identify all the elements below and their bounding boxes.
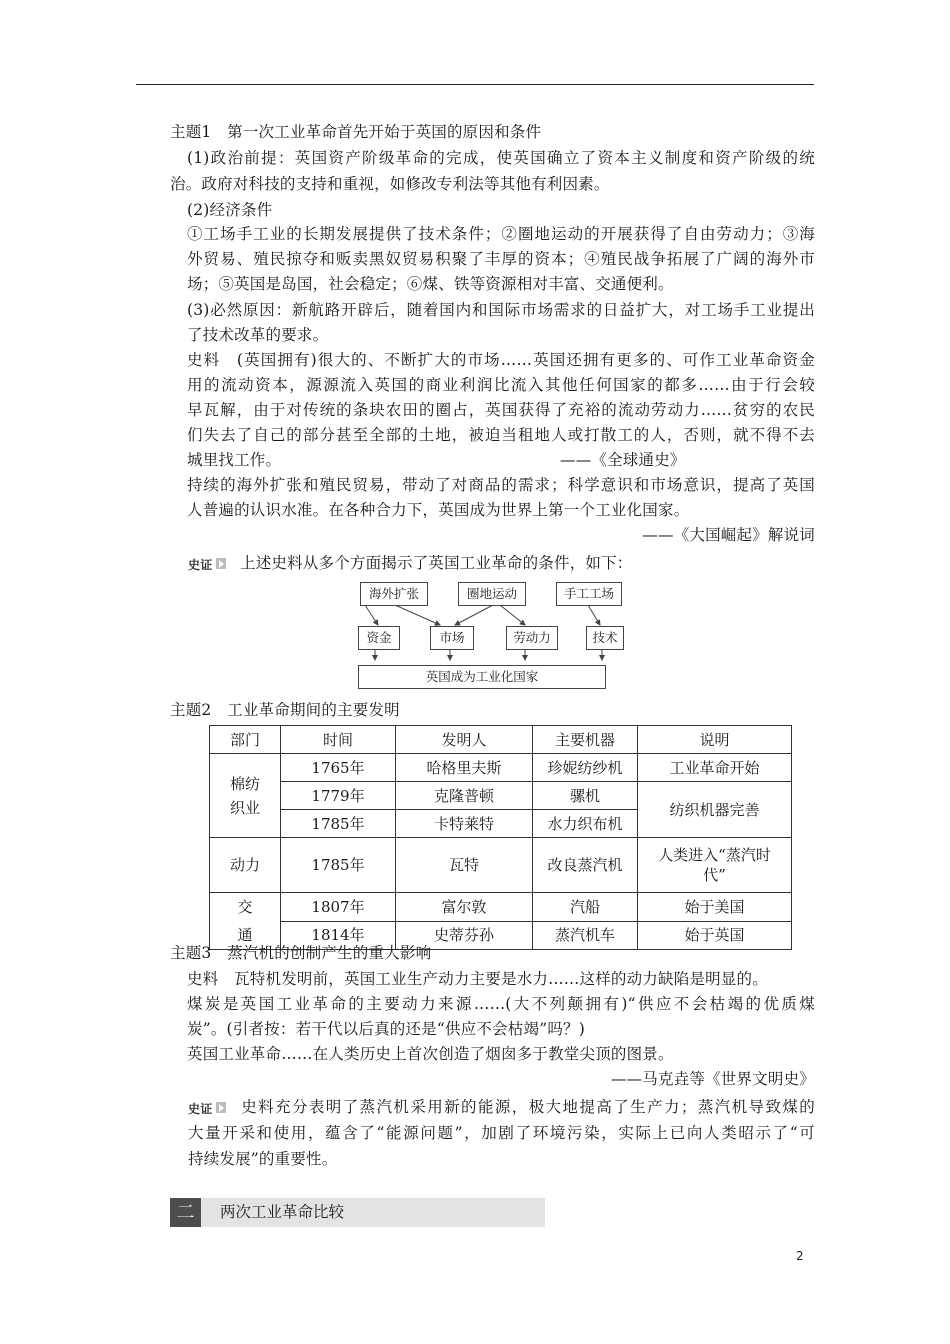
topic1-evidence: 史证 上述史料从多个方面揭示了英国工业革命的条件，如下：: [188, 554, 633, 572]
page-number: 2: [796, 1249, 804, 1263]
topic1-line-9: 用的流动资本，源源流入英国的商业利润比流入其他任何国家的都多……由于行会较: [187, 376, 815, 394]
topic1-line-14: 人普遍的认识水准。在各种合力下，英国成为世界上第一个工业化国家。: [187, 501, 690, 519]
header-time: 时间: [281, 726, 396, 754]
header-inventor: 发明人: [396, 726, 533, 754]
header-sector: 部门: [210, 726, 281, 754]
play-icon: [216, 1102, 226, 1113]
play-icon: [216, 558, 226, 569]
topic1-source2: ——《大国崛起》解说词: [642, 526, 815, 544]
table-row: 1814年 史蒂芬孙 蒸汽机车 始于英国: [210, 921, 792, 950]
node-market: 市场: [430, 626, 474, 650]
topic1-line-0: (1)政治前提：英国资产阶级革命的完成，使英国确立了资本主义制度和资产阶级的统: [187, 149, 815, 167]
topic1-line-5: 场；⑤英国是岛国，社会稳定；⑥煤、铁等资源相对丰富、交通便利。: [187, 275, 674, 293]
inventions-table: [209, 725, 792, 950]
section-number: 二: [170, 1198, 201, 1227]
topic3-line-0: 史料 瓦特机发明前，英国工业生产动力主要是水力……这样的动力缺陷是明显的。: [187, 970, 768, 988]
topic3-source: ——马克垚等《世界文明史》: [610, 1070, 815, 1088]
table-row: 交通 1807年 富尔敦 汽船 始于美国: [210, 893, 792, 922]
topic1-title: 主题1 第一次工业革命首先开始于英国的原因和条件: [170, 123, 542, 141]
topic1-line-11: 们失去了自己的部分甚至全部的土地，被迫当租地人或打散工的人，否则，就不得不去: [187, 426, 815, 444]
node-workshop: 手工工场: [556, 582, 622, 606]
table-row: 动力 1785年 瓦特 改良蒸汽机 人类进入“蒸汽时代”: [210, 838, 792, 893]
topic1-line-12: 城里找工作。: [187, 451, 282, 469]
topic1-source1: ——《全球通史》: [560, 451, 686, 469]
topic2-title: 主题2 工业革命期间的主要发明: [170, 701, 400, 719]
topic1-line-4: 外贸易、殖民掠夺和贩卖黑奴贸易积聚了丰厚的资本；④殖民战争拓展了广阔的海外市: [187, 250, 815, 268]
evidence-badge: 史证: [188, 556, 228, 572]
node-enclosure: 圈地运动: [458, 582, 526, 606]
table-row: 棉纺织业 1765年 哈格里夫斯 珍妮纺纱机 工业革命开始: [210, 754, 792, 782]
section-title: 两次工业革命比较: [220, 1203, 345, 1221]
topic3-title: 主题3 蒸汽机的创制产生的重大影响: [170, 944, 432, 962]
topic1-line-6: (3)必然原因：新航路开辟后，随着国内和国际市场需求的日益扩大，对工场手工业提出: [187, 301, 815, 319]
node-result: 英国成为工业化国家: [358, 665, 606, 689]
topic1-line-1: 治。政府对科技的支持和重视，如修改专利法等其他有利因素。: [170, 175, 610, 193]
sector-textile: 棉纺织业: [210, 754, 281, 838]
topic3-evidence-2: 持续发展”的重要性。: [188, 1150, 338, 1168]
table-header-row: [210, 726, 792, 754]
topic1-line-13: 持续的海外扩张和殖民贸易，带动了对商品的需求；科学意识和市场意识，提高了英国: [187, 476, 815, 494]
evidence-badge: 史证: [188, 1100, 228, 1116]
section-heading: [170, 1198, 545, 1227]
header-machine: 主要机器: [533, 726, 638, 754]
topic1-line-10: 早瓦解，由于对传统的条块农田的圈占，英国获得了充裕的流动劳动力……贫穷的农民: [187, 401, 815, 419]
node-overseas-expansion: 海外扩张: [360, 582, 428, 606]
sector-transport: 交通: [210, 893, 281, 950]
topic3-line-2: 炭”。(引者按：若干代以后真的还是“供应不会枯竭”吗？): [187, 1020, 585, 1038]
topic1-line-8: 史料 (英国拥有)很大的、不断扩大的市场……英国还拥有更多的、可作工业革命资金: [187, 351, 815, 369]
topic1-line-3: ①工场手工业的长期发展提供了技术条件；②圈地运动的开展获得了自由劳动力；③海: [187, 225, 815, 243]
topic3-evidence-1: 大量开采和使用，蕴含了“能源问题”，加剧了环境污染，实际上已向人类昭示了“可: [188, 1124, 815, 1142]
sector-power: 动力: [210, 838, 281, 893]
topic3-line-3: 英国工业革命……在人类历史上首次创造了烟囱多于教堂尖顶的图景。: [187, 1045, 674, 1063]
node-capital: 资金: [358, 626, 400, 650]
table-row: 1779年 克隆普顿 骡机 纺织机器完善: [210, 782, 792, 810]
node-technology: 技术: [586, 626, 624, 650]
topic1-line-7: 了技术改革的要求。: [187, 326, 329, 344]
table-row: 1785年 卡特莱特 水力织布机: [210, 810, 792, 838]
topic3-evidence-0: 史证 史料充分表明了蒸汽机采用新的能源，极大地提高了生产力；蒸汽机导致煤的: [188, 1098, 815, 1116]
header-rule: [136, 84, 814, 85]
node-labor: 劳动力: [506, 626, 558, 650]
topic3-line-1: 煤炭是英国工业革命的主要动力来源……(大不列颠拥有)“供应不会枯竭的优质煤: [187, 995, 815, 1013]
header-note: 说明: [638, 726, 792, 754]
topic1-line-2: (2)经济条件: [187, 201, 273, 219]
